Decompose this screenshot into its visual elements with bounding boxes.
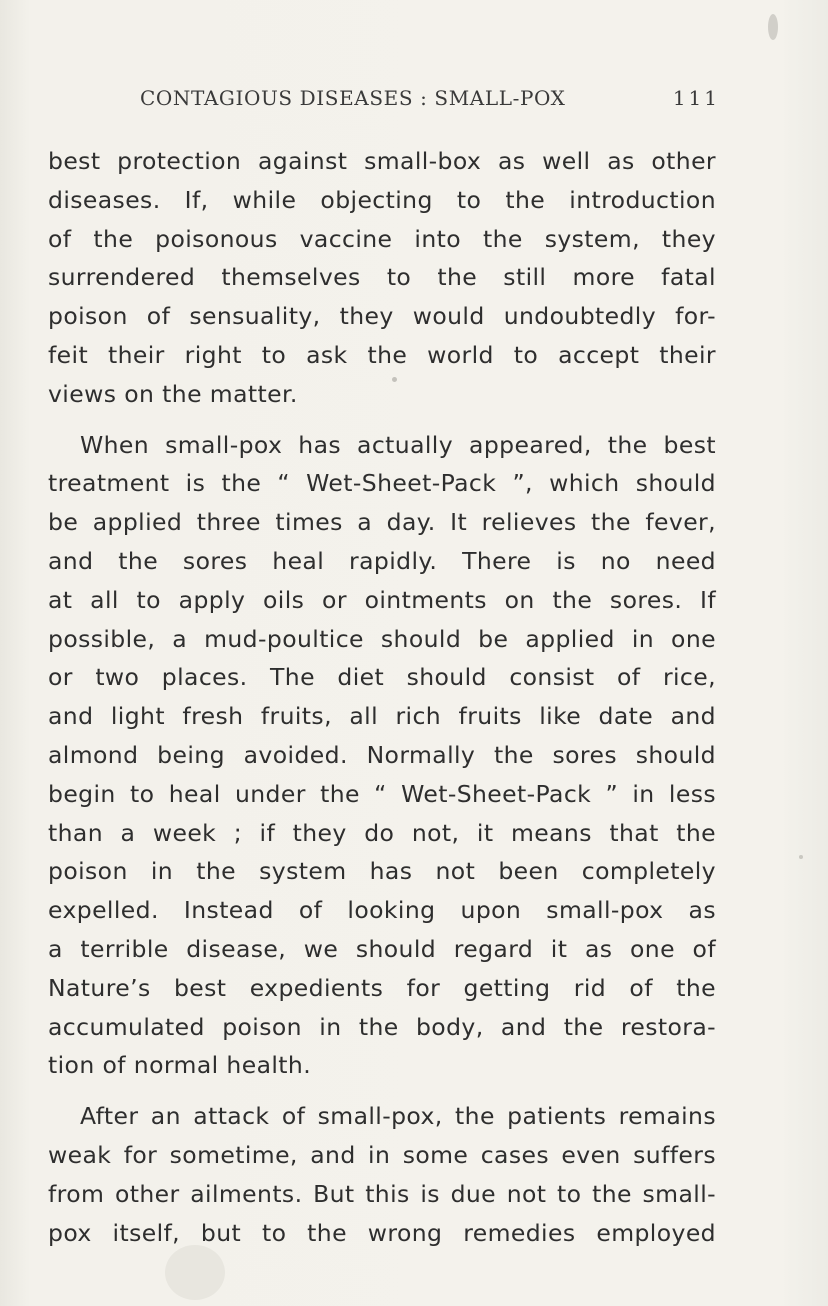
page-number: 111: [672, 86, 720, 110]
paper-smudge: [165, 1245, 225, 1300]
text-line: accumulated poison in the body, and the restora-: [48, 1012, 716, 1041]
text-line: a terrible disease, we should regard it as one of: [48, 934, 716, 963]
text-line: views on the matter.: [48, 379, 298, 408]
text-line: poison in the system has not been completely: [48, 857, 716, 886]
paragraph: [48, 426, 716, 1086]
text-line: Nature’s best expedients for getting rid of the: [48, 973, 716, 1002]
text-line: expelled. Instead of looking upon small-pox as: [48, 896, 716, 925]
text-line: or two places. The diet should consist of rice,: [48, 663, 716, 692]
body-text: [48, 142, 716, 1252]
text-line: poison of sensuality, they would undoubtedly for-: [48, 302, 716, 331]
text-line: at all to apply oils or ointments on the sores. If: [48, 585, 716, 614]
text-line: diseases. If, while objecting to the introduction: [48, 185, 716, 214]
text-line: After an attack of small-pox, the patients remains: [80, 1102, 716, 1131]
text-line: from other ailments. But this is due not to the small-: [48, 1179, 716, 1208]
text-line: treatment is the “ Wet-Sheet-Pack ”, which should: [48, 469, 716, 498]
text-line: surrendered themselves to the still more fatal: [48, 263, 716, 292]
text-line: feit their right to ask the world to accept their: [48, 340, 716, 369]
text-line: of the poisonous vaccine into the system, they: [48, 224, 716, 253]
paragraph: [48, 1097, 716, 1252]
text-line: best protection against small-box as well as other: [48, 147, 716, 175]
text-line: weak for sometime, and in some cases even suffers: [48, 1140, 716, 1169]
running-head: [140, 86, 720, 114]
text-line: be applied three times a day. It relieves the fever,: [48, 508, 716, 537]
chapter-title: CONTAGIOUS DISEASES : SMALL-POX: [140, 86, 566, 110]
text-line: pox itself, but to the wrong remedies employed: [48, 1218, 716, 1247]
text-line: tion of normal health.: [48, 1051, 312, 1080]
text-line: begin to heal under the “ Wet-Sheet-Pack ” in less: [48, 779, 716, 808]
text-line: and light fresh fruits, all rich fruits like date and: [48, 702, 716, 731]
text-line: than a week ; if they do not, it means that the: [48, 818, 716, 847]
text-line: possible, a mud-poultice should be applied in one: [48, 624, 716, 653]
paragraph: [48, 142, 716, 414]
text-line: and the sores heal rapidly. There is no need: [48, 546, 716, 575]
text-line: almond being avoided. Normally the sores should: [48, 740, 716, 769]
text-line: When small-pox has actually appeared, the best: [80, 430, 716, 459]
paper-speck: [799, 855, 803, 859]
ink-blot: [768, 14, 778, 40]
